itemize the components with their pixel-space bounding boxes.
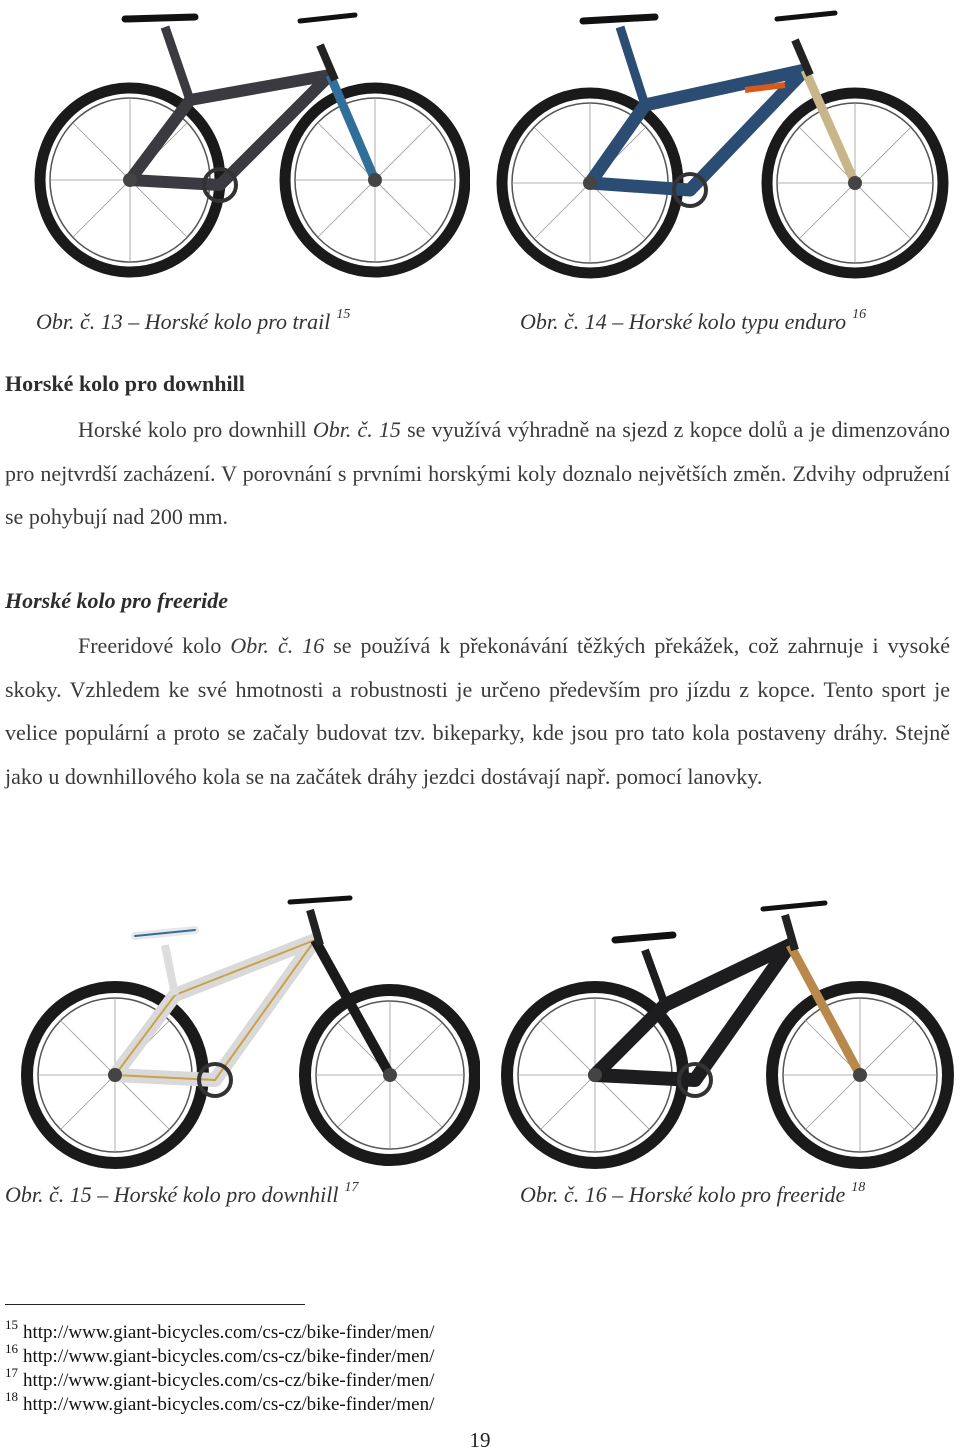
figure-ref-16: Obr. č. 16 xyxy=(230,633,325,658)
figure-caption-14: Obr. č. 14 – Horské kolo typu enduro $^{16}$ xyxy=(520,307,867,334)
footnote-separator xyxy=(5,1304,305,1305)
bike-photo-enduro xyxy=(495,5,950,280)
footnote-link[interactable]: http://www.giant-bicycles.com/cs-cz/bike-finder/men/ xyxy=(23,1370,435,1391)
paragraph-downhill: Horské kolo pro downhill Obr. č. 15 se využívá výhradně na sjezd z kopce dolů a je dimenzováno pro nejtvrdší zacházení. V porovnání s prvními horskými koly doznalo největších změn. Zdvihy odpružení se pohybují nad 200 mm. xyxy=(5,417,950,529)
footnote-link[interactable]: http://www.giant-bicycles.com/cs-cz/bike-finder/men/ xyxy=(23,1394,435,1415)
paragraph-freeride: Freeridové kolo Obr. č. 16 se používá k překonávání těžkých překážek, což zahrnuje i vysoké skoky. Vzhledem ke své hmotnosti a robustnosti je určeno především pro jízdu z kopce. Tento sport je velice populární a proto se začaly budovat tzv. bikeparky, kde jsou pro tato kola postaveny dráhy. Stejně jako u downhillového kola se na začátek dráhy jezdci dostávají např. pomocí lanovky. xyxy=(5,633,950,789)
figure-ref-15: Obr. č. 15 xyxy=(312,417,401,442)
bike-icon xyxy=(507,903,948,1163)
figure-caption-13: Obr. č. 13 – Horské kolo pro trail $^{15}$ xyxy=(36,307,351,334)
bike-photo-freeride xyxy=(495,895,960,1170)
bike-photo-trail xyxy=(30,5,470,280)
footnote-18: $^{18}$ http://www.giant-bicycles.com/cs-cz/bike-finder/men/ xyxy=(5,1389,435,1415)
figure-caption-16: Obr. č. 16 – Horské kolo pro freeride $^{18}$ xyxy=(520,1180,866,1207)
section-heading-downhill: Horské kolo pro downhill xyxy=(5,371,245,396)
bike-icon xyxy=(40,15,465,272)
footnote-link[interactable]: http://www.giant-bicycles.com/cs-cz/bike-finder/men/ xyxy=(23,1346,435,1367)
footnote-15: $^{15}$ http://www.giant-bicycles.com/cs-cz/bike-finder/men/ xyxy=(5,1317,435,1343)
page-number: 19 xyxy=(469,1428,491,1452)
bike-icon xyxy=(502,13,943,273)
bike-icon xyxy=(27,898,475,1163)
footnote-16: $^{16}$ http://www.giant-bicycles.com/cs-cz/bike-finder/men/ xyxy=(5,1341,435,1367)
bike-photo-downhill xyxy=(15,890,480,1170)
figure-caption-15: Obr. č. 15 – Horské kolo pro downhill $^{17}$ xyxy=(5,1180,359,1207)
footnote-17: $^{17}$ http://www.giant-bicycles.com/cs-cz/bike-finder/men/ xyxy=(5,1365,435,1391)
section-heading-freeride: Horské kolo pro freeride xyxy=(5,588,229,613)
footnote-link[interactable]: http://www.giant-bicycles.com/cs-cz/bike-finder/men/ xyxy=(23,1322,435,1343)
